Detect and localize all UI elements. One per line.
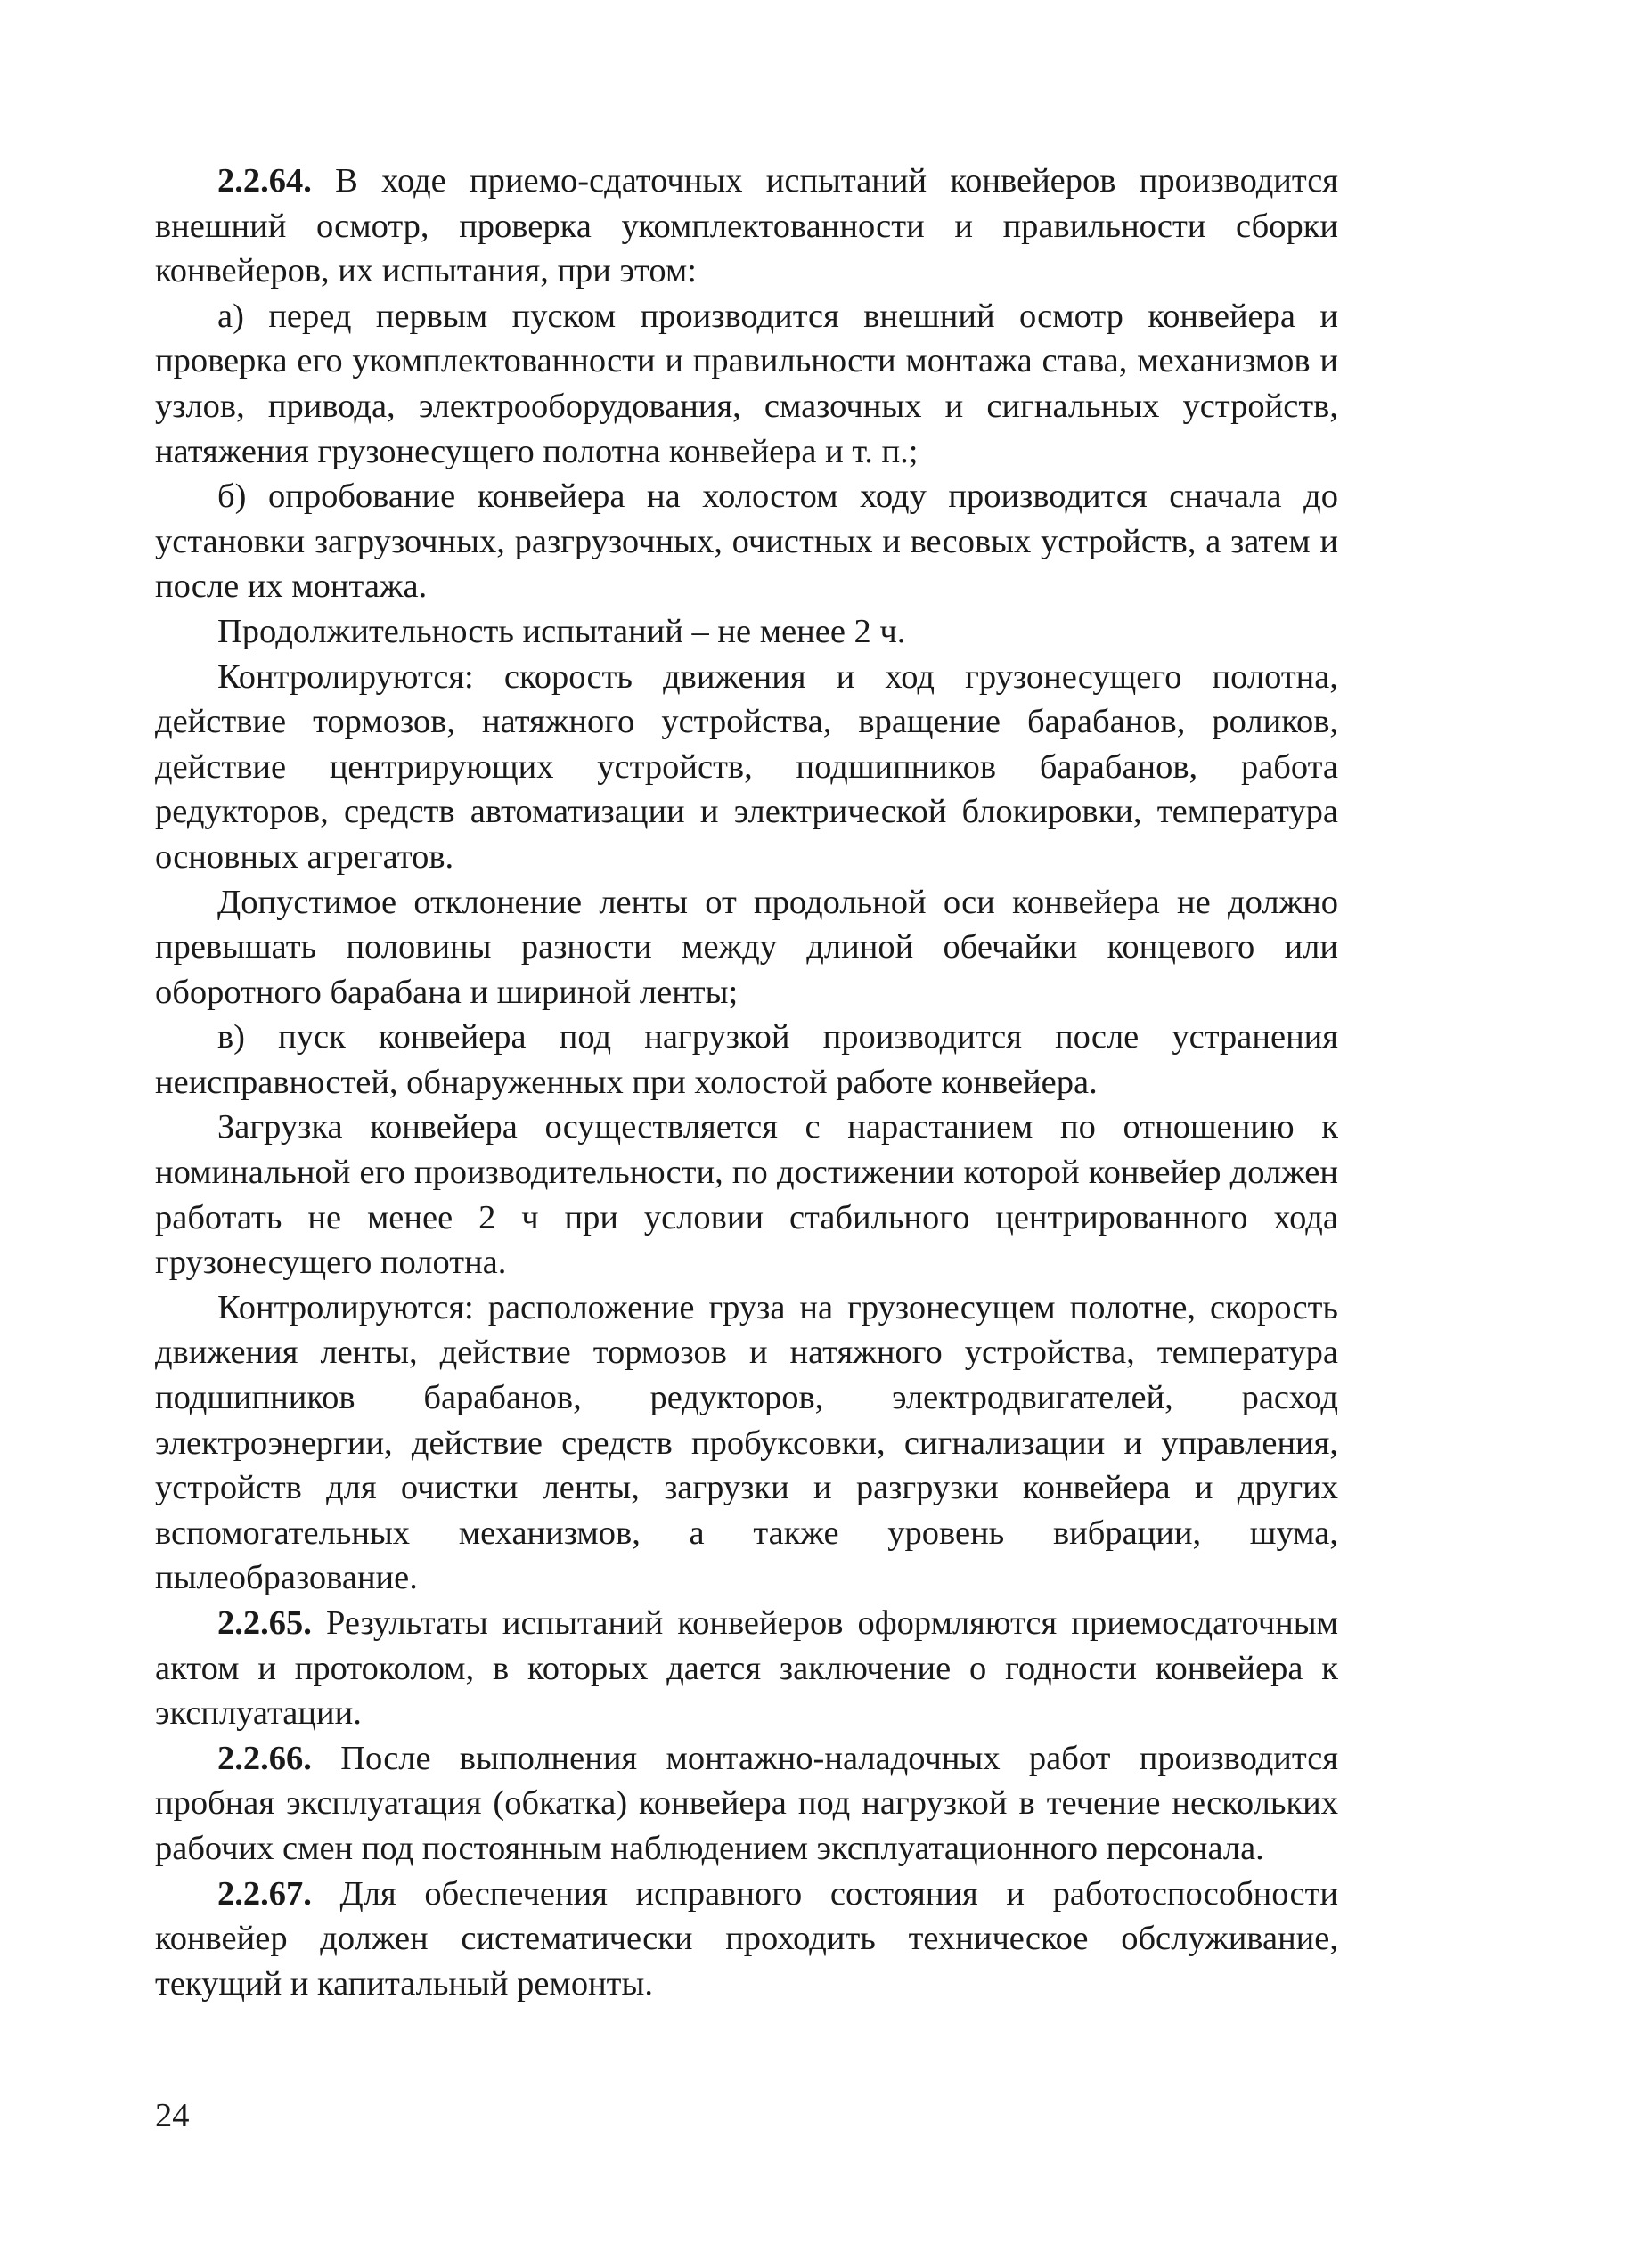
paragraph-controlled-idle xyxy=(155,655,1338,880)
paragraph-item-a xyxy=(155,294,1338,474)
paragraph-loading xyxy=(155,1105,1338,1285)
paragraph-text: а) перед первым пуском производится внешний осмотр конвейера и проверка его укомплектованности и правильности монтажа става, механизмов и узлов, привода, электрооборудования, смазочных и сигнальных устройств, натяжения грузонесущего полотна конвейера и т. п.; xyxy=(155,297,1338,470)
page-number: 24 xyxy=(155,2097,190,2134)
paragraph-2-2-67 xyxy=(155,1872,1338,2007)
paragraph-belt-deviation xyxy=(155,880,1338,1016)
paragraph-text: Продолжительность испытаний – не менее 2 ч. xyxy=(217,612,906,650)
section-number: 2.2.64. xyxy=(217,162,312,200)
paragraph-text: В ходе приемо-сдаточных испытаний конвейеров производится внешний осмотр, проверка укомплектованности и правильности сборки конвейеров, их испытания, при этом: xyxy=(155,162,1338,290)
paragraph-text: Для обеспечения исправного состояния и работоспособности конвейер должен систематически проходить техническое обслуживание, текущий и капитальный ремонты. xyxy=(155,1874,1338,2003)
paragraph-text: Результаты испытаний конвейеров оформляются приемосдаточным актом и протоколом, в которых дается заключение о годности конвейера к эксплуатации. xyxy=(155,1604,1338,1733)
paragraph-text: Контролируются: расположение груза на грузонесущем полотне, скорость движения ленты, действие тормозов и натяжного устройства, температура подшипников барабанов, редукторов, электродвигателей, расход электроэнергии, действие средств пробуксовки, сигнализации и управления, устройств для очистки ленты, загрузки и разгрузки конвейера и других вспомогательных механизмов, а также уровень вибрации, шума, пылеобразование. xyxy=(155,1288,1338,1597)
paragraph-2-2-64 xyxy=(155,159,1338,294)
paragraph-item-b xyxy=(155,474,1338,609)
paragraph-item-v xyxy=(155,1015,1338,1105)
paragraph-2-2-66 xyxy=(155,1736,1338,1872)
paragraph-text: Контролируются: скорость движения и ход грузонесущего полотна, действие тормозов, натяжного устройства, вращение барабанов, роликов, действие центрирующих устройств, подшипников барабанов, работа редукторов, средств автоматизации и электрической блокировки, температура основных агрегатов. xyxy=(155,657,1338,876)
paragraph-duration xyxy=(155,609,1338,655)
section-number: 2.2.66. xyxy=(217,1739,312,1777)
section-number: 2.2.67. xyxy=(217,1874,312,1913)
body-text xyxy=(155,159,1338,2006)
paragraph-2-2-65 xyxy=(155,1601,1338,1736)
paragraph-text: б) опробование конвейера на холостом ходу производится сначала до установки загрузочных, разгрузочных, очистных и весовых устройств, а затем и после их монтажа. xyxy=(155,477,1338,606)
paragraph-text: в) пуск конвейера под нагрузкой производится после устранения неисправностей, обнаруженных при холостой работе конвейера. xyxy=(155,1018,1338,1101)
section-number: 2.2.65. xyxy=(217,1604,312,1642)
paragraph-controlled-load xyxy=(155,1285,1338,1601)
paragraph-text: После выполнения монтажно-наладочных работ производится пробная эксплуатация (обкатка) конвейера под нагрузкой в течение нескольких рабочих смен под постоянным наблюдением эксплуатационного персонала. xyxy=(155,1739,1338,1867)
paragraph-text: Допустимое отклонение ленты от продольной оси конвейера не должно превышать половины разности между длиной обечайки концевого или оборотного барабана и шириной ленты; xyxy=(155,883,1338,1011)
paragraph-text: Загрузка конвейера осуществляется с нарастанием по отношению к номинальной его производительности, по достижении которой конвейер должен работать не менее 2 ч при условии стабильного центрированного хода грузонесущего полотна. xyxy=(155,1108,1338,1282)
